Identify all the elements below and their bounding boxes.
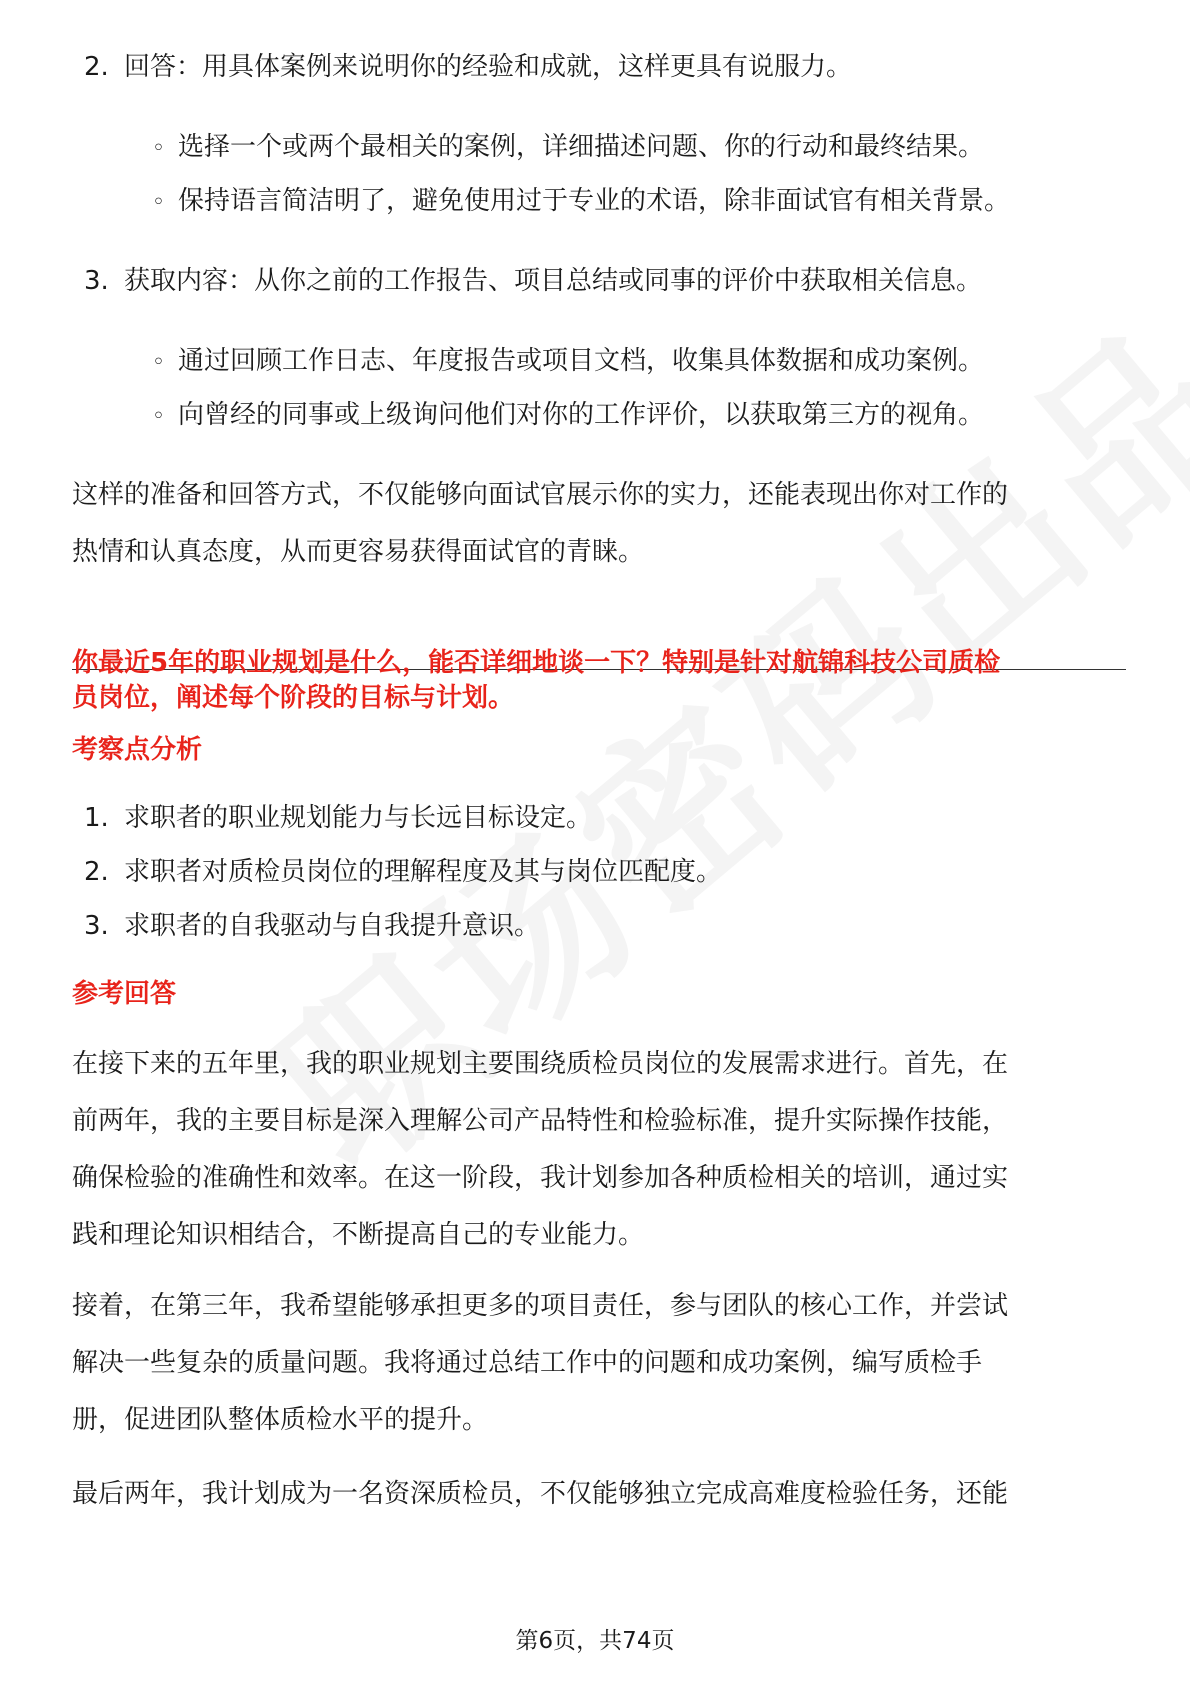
list-number: 2. — [84, 857, 109, 887]
question-heading — [72, 646, 1000, 716]
list-item-text: 求职者的自我驱动与自我提升意识。 — [124, 911, 541, 941]
closing-paragraph — [72, 467, 1122, 581]
list-number: 1. — [84, 803, 109, 833]
paragraph-line: 解决一些复杂的质量问题。我将通过总结工作中的问题和成功案例，编写质检手 — [72, 1348, 983, 1378]
question-line: 你最近5年的职业规划是什么，能否详细地谈一下？特别是针对航锦科技公司质检 — [72, 648, 1001, 678]
paragraph-line: 在接下来的五年里，我的职业规划主要围绕质检员岗位的发展需求进行。首先，在 — [72, 1049, 1009, 1079]
list-number: 3. — [84, 911, 109, 941]
list-item-text: 获取内容：从你之前的工作报告、项目总结或同事的评价中获取相关信息。 — [124, 266, 983, 296]
paragraph-line: 前两年，我的主要目标是深入理解公司产品特性和检验标准，提升实际操作技能， — [72, 1106, 1009, 1136]
list-item — [84, 855, 722, 889]
paragraph-line: 册，促进团队整体质检水平的提升。 — [72, 1405, 489, 1435]
paragraph-line: 这样的准备和回答方式，不仅能够向面试官展示你的实力，还能表现出你对工作的 — [72, 480, 1009, 510]
page-footer: 第6页，共74页 — [515, 1628, 675, 1654]
answer-heading: 参考回答 — [72, 979, 177, 1009]
bullet-text: 通过回顾工作日志、年度报告或项目文档，收集具体数据和成功案例。 — [178, 346, 985, 376]
answer-paragraph — [72, 1278, 1122, 1449]
list-item-text: 求职者的职业规划能力与长远目标设定。 — [124, 803, 593, 833]
list-number: 2. — [84, 52, 109, 82]
bullet-item — [152, 130, 984, 166]
paragraph-line: 践和理论知识相结合，不断提高自己的专业能力。 — [72, 1220, 645, 1250]
paragraph-line: 热情和认真态度，从而更容易获得面试官的青睐。 — [72, 537, 645, 567]
paragraph-line: 接着，在第三年，我希望能够承担更多的项目责任，参与团队的核心工作，并尝试 — [72, 1291, 1009, 1321]
list-item — [84, 909, 540, 943]
list-item-text: 求职者对质检员岗位的理解程度及其与岗位匹配度。 — [124, 857, 723, 887]
list-item — [84, 264, 982, 298]
analysis-heading: 考察点分析 — [72, 735, 203, 765]
bullet-icon: ◦ — [152, 350, 165, 375]
bullet-icon: ◦ — [152, 136, 165, 161]
answer-paragraph — [72, 1466, 1122, 1523]
bullet-item — [152, 184, 1010, 220]
bullet-item — [152, 398, 984, 434]
list-number: 3. — [84, 266, 109, 296]
paragraph-line: 最后两年，我计划成为一名资深质检员，不仅能够独立完成高难度检验任务，还能 — [72, 1479, 1009, 1509]
bullet-text: 向曾经的同事或上级询问他们对你的工作评价，以获取第三方的视角。 — [178, 400, 985, 430]
paragraph-line: 确保检验的准确性和效率。在这一阶段，我计划参加各种质检相关的培训，通过实 — [72, 1163, 1009, 1193]
bullet-icon: ◦ — [152, 404, 165, 429]
list-item-text: 回答：用具体案例来说明你的经验和成就，这样更具有说服力。 — [124, 52, 853, 82]
bullet-text: 选择一个或两个最相关的案例，详细描述问题、你的行动和最终结果。 — [178, 132, 985, 162]
bullet-item — [152, 344, 984, 380]
question-line: 员岗位，阐述每个阶段的目标与计划。 — [72, 683, 515, 713]
answer-paragraph — [72, 1036, 1122, 1264]
bullet-icon: ◦ — [152, 190, 165, 215]
list-item — [84, 50, 852, 84]
list-item — [84, 801, 592, 835]
bullet-text: 保持语言简洁明了，避免使用过于专业的术语，除非面试官有相关背景。 — [178, 186, 1011, 216]
